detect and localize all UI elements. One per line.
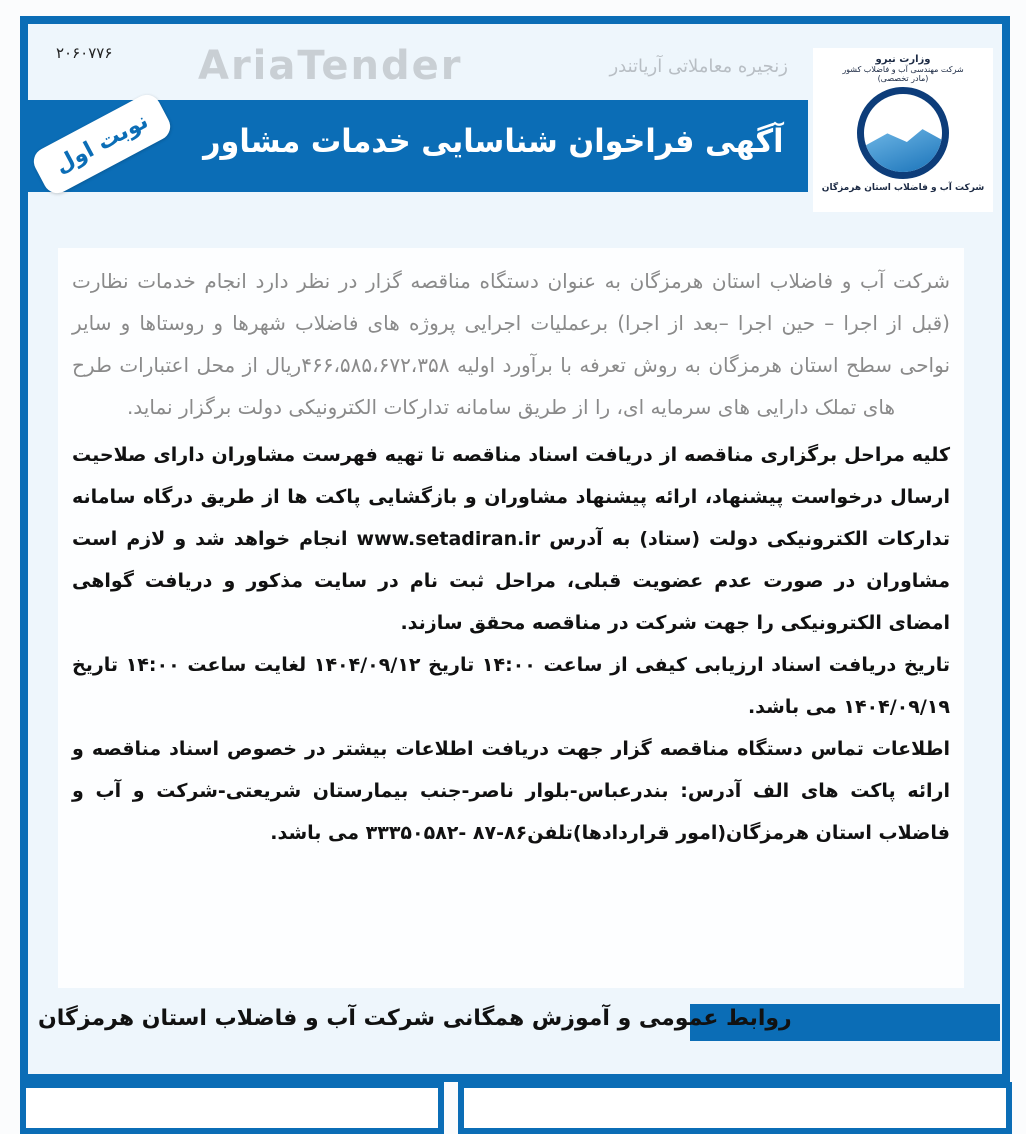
watermark-logo: AriaTender bbox=[198, 43, 463, 89]
logo-company-name: شرکت آب و فاضلاب استان هرمزگان bbox=[821, 183, 985, 193]
dates-paragraph: تاریخ دریافت اسناد ارزیابی کیفی از ساعت ۱۴:۰۰ تاریخ ۱۴۰۴/۰۹/۱۲ لغایت ساعت ۱۴:۰۰ تاریخ ۱۴۰۴/۰۹/۱۹ می باشد. bbox=[72, 654, 951, 718]
logo-parent-type: (مادر تخصصی) bbox=[877, 74, 929, 83]
water-logo-icon bbox=[857, 87, 949, 179]
ad-frame bbox=[20, 16, 1010, 1082]
intro-paragraph: شرکت آب و فاضلاب استان هرمزگان به عنوان دستگاه مناقصه گزار در نظر دارد انجام خدمات نظارت (قبل از اجرا – حین اجرا –بعد از اجرا) برعملیات اجرایی پروژه های فاضلاب شهرها و روستاها و سایر نواحی سطح استان هرمزگان به روش تعرفه با برآورد اولیه ۴۶۶،۵۸۵،۶۷۲،۳۵۸ریال از محل اعتبارات طرح های تملک دارایی های سرمایه ای، را از طریق سامانه تدارکات الکترونیکی دولت برگزار نماید. bbox=[72, 269, 951, 419]
watermark bbox=[198, 38, 788, 94]
ad-title: آگهی فراخوان شناسایی خدمات مشاور bbox=[203, 122, 784, 160]
contact-paragraph: اطلاعات تماس دستگاه مناقصه گزار جهت دریافت اطلاعات بیشتر در خصوص اسناد مناقصه و ارائه پاکت های الف آدرس: بندرعباس-بلوار ناصر-جنب بیمارستان شریعتی-شرکت و آب و فاضلاب استان هرمزگان(امور قراردادها)تلفن۸۶-۸۷ -۳۳۳۵۰۵۸۲ می باشد. bbox=[72, 738, 950, 844]
logo-ministry: وزارت نیرو bbox=[875, 54, 931, 65]
company-logo bbox=[813, 48, 993, 212]
logo-parent-company: شرکت مهندسی آب و فاضلاب کشور bbox=[842, 65, 964, 74]
footer-signature: روابط عمومی و آموزش همگانی شرکت آب و فاضلاب استان هرمزگان bbox=[38, 1006, 792, 1031]
next-ad-right bbox=[458, 1082, 1012, 1134]
watermark-subtitle: زنجیره معاملاتی آریاتندر bbox=[609, 55, 788, 77]
round-badge: نوبت اول bbox=[29, 90, 175, 198]
ad-body bbox=[58, 248, 964, 988]
ad-number: ۲۰۶۰۷۷۶ bbox=[56, 44, 113, 62]
next-ad-left bbox=[20, 1082, 444, 1134]
procedure-paragraph: کلیه مراحل برگزاری مناقصه از دریافت اسناد مناقصه تا تهیه فهرست مشاوران دارای صلاحیت ارسال درخواست پیشنهاد، ارائه پیشنهاد مشاوران و بازگشایی پاکت ها از طریق درگاه سامانه تدارکات الکترونیکی دولت (ستاد) به آدرس www.setadiran.ir انجام خواهد شد و لازم است مشاوران در صورت عدم عضویت قبلی، مراحل ثبت نام در سایت مذکور و دریافت گواهی امضای الکترونیکی را جهت شرکت در مناقصه محقق سازند. bbox=[72, 444, 950, 634]
details bbox=[72, 434, 950, 854]
